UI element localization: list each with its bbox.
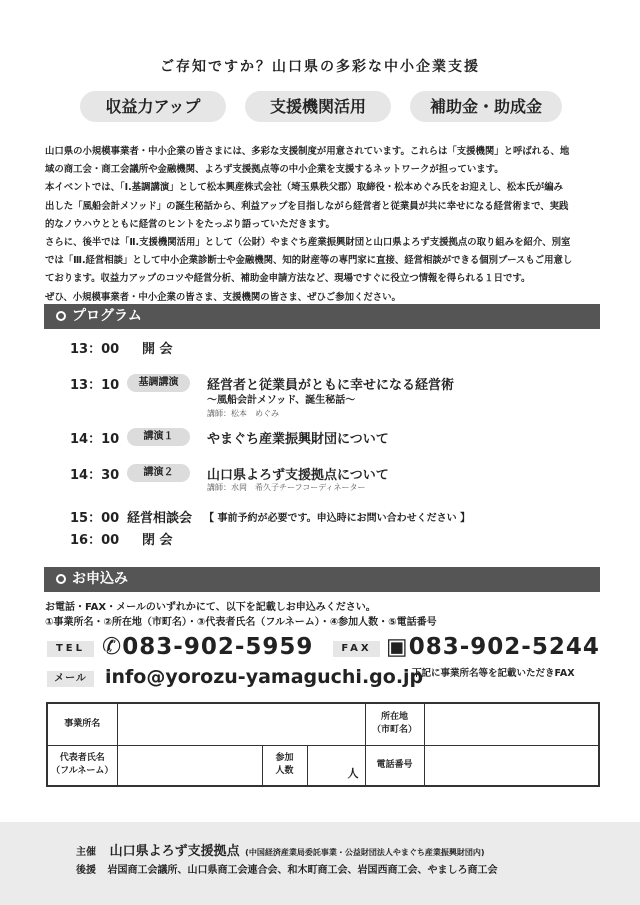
intro-text [45, 143, 605, 307]
location-label-2: （市町名） [371, 725, 417, 736]
tel-label: TEL [47, 641, 94, 657]
mail-address[interactable]: info@yorozu-yamaguchi.go.jp [105, 666, 424, 688]
business-field[interactable] [117, 703, 365, 745]
mail-label: メール [47, 671, 94, 687]
label: 閉 会 [142, 533, 173, 548]
time: 13：00 [70, 342, 120, 357]
intro-line: 域の商工会・商工会議所や金融機関、よろず支援拠点等の中小企業を支援するネットワークが担っています。 [45, 164, 504, 176]
session-subtitle: ～風船会計メソッド、誕生秘話～ [207, 395, 356, 406]
application-form [46, 702, 600, 787]
intro-line: 本イベントでは、「Ⅰ.基調講演」として松本興産株式会社（埼玉県秩父郡）取締役・松本めぐみ氏をお迎えし、松本氏が編み [45, 182, 563, 194]
intro-line: さらに、後半では「Ⅱ.支援機関活用」として（公財）やまぐち産業振興財団と山口県よろず支援拠点の取り組みを紹介、別室 [45, 237, 571, 249]
apply-heading-text: お申込み [72, 571, 128, 587]
circle-icon [56, 574, 66, 584]
apply-line: ①事業所名・②所在地（市町名）・③代表者氏名（フルネーム）・④参加人数・⑤電話番号 [45, 617, 437, 628]
intro-line: 出した「風船会計メソッド」の誕生秘話から、利益アップを目指しながら経営者と従業員が共に幸せになる経営術まで、実践 [45, 200, 569, 212]
phone-icon: ✆ [102, 634, 123, 660]
support-label: 後援 [76, 865, 96, 876]
rep-label-1: 代表者氏名 [59, 753, 105, 764]
session-title: 山口県よろず支援拠点について [207, 468, 389, 483]
fax-note: 下記に事業所名等を記載いただきFAX [412, 668, 575, 679]
fax-label: FAX [333, 641, 380, 657]
lecturer: 講師：松本 めぐみ [207, 409, 279, 418]
pill-support: 支援機関活用 [245, 91, 391, 122]
intro-line: 山口県の小規模事業者・中小企業の皆さまには、多彩な支援制度が用意されています。これらは「支援機関」と呼ばれる、地 [45, 146, 570, 157]
lecturer: 講師：水岡 希久子チーフコーディネーター [207, 483, 366, 492]
pill-profit: 収益力アップ [80, 91, 226, 122]
time: 14：30 [70, 468, 120, 483]
apply-line: お電話・FAX・メールのいずれかにて、以下を記載しお申込みください。 [45, 602, 376, 613]
time: 14：10 [70, 432, 120, 447]
count-label [262, 745, 307, 786]
phone-field[interactable] [424, 745, 599, 786]
apply-heading [44, 567, 600, 592]
intro-line: 的なノウハウとともに経営のヒントをたっぷり語っていただきます。 [45, 218, 335, 230]
phone-label: 電話番号 [365, 745, 424, 786]
count-field[interactable] [307, 745, 365, 786]
business-label: 事業所名 [47, 703, 117, 745]
reservation-note: 【 事前予約が必要です。申込時にお問い合わせください 】 [204, 513, 471, 524]
location-label [365, 703, 424, 745]
rep-label [47, 745, 117, 786]
intro-line: ております。収益力アップのコツや経営分析、補助金申請方法など、現場ですぐに役立つ情報を得られる１日です。 [45, 273, 531, 285]
session-tag: 講演１ [127, 428, 190, 446]
count-label-2: 人数 [275, 766, 294, 777]
circle-icon [56, 311, 66, 321]
rep-label-2: （フルネーム） [51, 766, 114, 777]
intro-line: ぜひ、小規模事業者・中小企業の皆さま、支援機関の皆さま、ぜひご参加ください。 [45, 291, 401, 303]
time: 13：10 [70, 378, 120, 393]
apply-instructions [45, 600, 437, 630]
program-heading [44, 304, 600, 329]
fax-text: 083-902-5244 [408, 634, 600, 660]
session-tag: 基調講演 [127, 374, 190, 392]
fax-icon: ▣ [386, 634, 409, 660]
location-field[interactable] [424, 703, 599, 745]
count-label-1: 参加 [275, 753, 294, 764]
intro-line: では「Ⅲ.経営相談」として中小企業診断士や金融機関、知的財産等の専門家に直接、経営相談ができる個別ブースもご用意し [45, 255, 573, 267]
session-title: やまぐち産業振興財団について [207, 432, 389, 447]
page-title: ご存知ですか？山口県の多彩な中小企業支援 [160, 59, 480, 75]
time: 15：00 [70, 511, 120, 526]
session-tag: 講演２ [127, 464, 190, 482]
tel-number[interactable] [102, 634, 313, 660]
fax-number [386, 634, 600, 660]
host: 山口県よろず支援拠点 [109, 844, 240, 859]
pill-subsidy: 補助金・助成金 [410, 91, 562, 122]
host-note: (中国経済産業局委託事業・公益財団法人やまぐち産業振興財団内) [245, 848, 485, 857]
host-row [76, 840, 484, 859]
program-heading-text: プログラム [72, 308, 142, 324]
theme-pills [80, 91, 562, 122]
host-label: 主催 [76, 847, 96, 858]
support-row [76, 861, 497, 876]
footer [0, 822, 640, 905]
support: 岩国商工会議所、山口県商工会連合会、和木町商工会、岩国西商工会、やましろ商工会 [107, 865, 498, 876]
rep-field[interactable] [117, 745, 262, 786]
label: 開 会 [142, 342, 173, 357]
tel-text: 083-902-5959 [122, 634, 314, 660]
unit: 人 [347, 767, 359, 780]
label: 経営相談会 [127, 511, 193, 526]
time: 16：00 [70, 533, 120, 548]
session-title: 経営者と従業員がともに幸せになる経営術 [207, 378, 455, 393]
location-label-1: 所在地 [380, 712, 408, 723]
